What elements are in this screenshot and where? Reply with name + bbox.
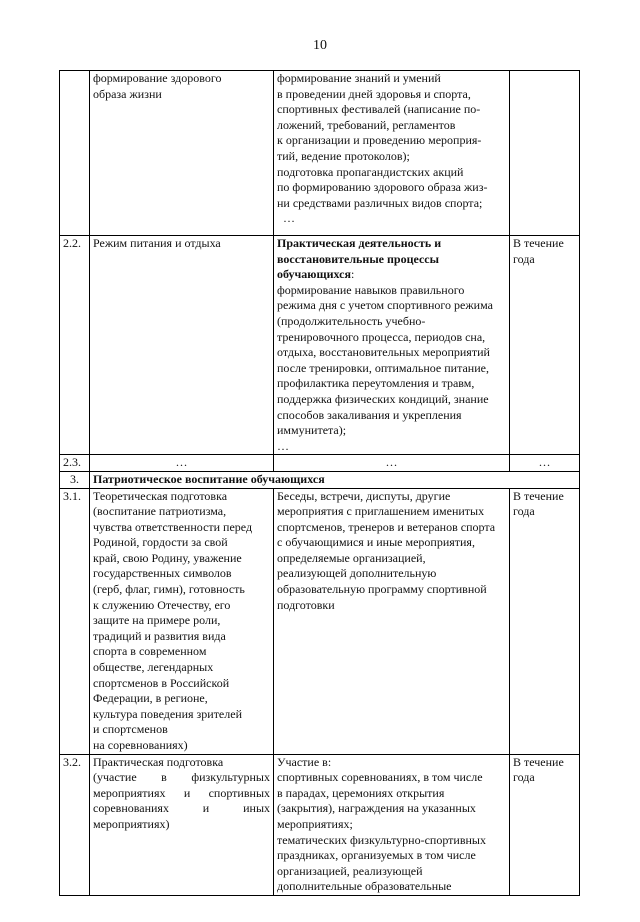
row-number — [60, 71, 90, 236]
row-term-cell: … — [510, 455, 580, 472]
table-row — [60, 236, 580, 455]
text-line: организацией, реализующей — [277, 863, 423, 878]
text-line: мероприятиях и спортивных — [93, 785, 270, 800]
row-name-cell — [90, 236, 274, 455]
row-term-cell — [510, 71, 580, 236]
text-line: соревнованиях и иных — [93, 801, 270, 816]
text-line: тренировочного процесса, периодов сна, — [277, 329, 486, 344]
text-line: на соревнованиях) — [93, 738, 188, 752]
text-line: Режим питания и отдыха — [93, 236, 221, 250]
text-line: Практическая подготовка — [93, 754, 224, 769]
text-line: обществе, легендарных — [93, 660, 214, 675]
text-line: определяемые организацией, — [277, 550, 426, 565]
text-line: в парадах, церемониях открытия — [277, 785, 445, 800]
text-line: к служению Отечеству, его — [93, 597, 231, 612]
text-line: режима дня с учетом спортивного режима — [277, 298, 493, 313]
plan-table — [59, 70, 580, 896]
text-line: формирование знаний и умений — [277, 71, 441, 85]
text-line: праздниках, организуемых в том числе — [277, 848, 476, 863]
text-line: дополнительные образовательные — [277, 879, 452, 894]
bold-heading: Практическая деятельность и — [277, 236, 442, 250]
text-line: и спортсменов — [93, 722, 168, 737]
text-line: (закрытия), награждения на указанных — [277, 801, 476, 816]
text-line: формирование здорового — [93, 71, 222, 85]
text-line: иммунитета); — [277, 423, 347, 438]
text-line: (продолжительность учебно- — [277, 313, 426, 328]
text-line: спорта в современном — [93, 644, 207, 659]
text-line: мероприятиях; — [277, 816, 353, 831]
text-line: ни средствами различных видов спорта; — [277, 195, 483, 210]
text-line: подготовка пропагандистских акций — [277, 164, 464, 179]
text-line: реализующей дополнительную — [277, 566, 437, 581]
text-line: после тренировки, оптимальное питание, — [277, 360, 489, 375]
text-line: Участие в: — [277, 754, 332, 769]
text-line: … — [277, 438, 289, 453]
section-title: Патриотическое воспитание обучающихся — [90, 471, 580, 488]
row-name-cell — [90, 754, 274, 895]
text-line: чувства ответственности перед — [93, 519, 253, 534]
text-line: край, свою Родину, уважение — [93, 550, 242, 565]
row-number: 3.1. — [60, 488, 90, 754]
text-line: в проведении дней здоровья и спорта, — [277, 86, 471, 101]
table-row — [60, 488, 580, 754]
text-line: спортсменов, тренеров и ветеранов спорта — [277, 519, 496, 534]
text-line: к организации и проведению мероприя- — [277, 133, 482, 148]
text-line: защите на примере роли, — [93, 613, 221, 628]
row-number: 2.2. — [60, 236, 90, 455]
row-content-cell — [274, 754, 510, 895]
row-term-cell: В течение года — [510, 754, 580, 895]
text-line: спортивных соревнованиях, в том числе — [277, 770, 483, 785]
text-line: Федерации, в регионе, — [93, 691, 208, 706]
text-line: Родиной, гордости за свой — [93, 535, 228, 550]
bold-heading: обучающихся — [277, 267, 351, 282]
table-row — [60, 754, 580, 895]
text-line: Беседы, встречи, диспуты, другие — [277, 488, 451, 503]
table-row — [60, 71, 580, 236]
page-number: 10 — [313, 38, 327, 53]
text-line: мероприятиях) — [93, 816, 170, 831]
row-name-cell: … — [90, 455, 274, 472]
table-row — [60, 455, 580, 472]
text-line: (воспитание патриотизма, — [93, 504, 227, 519]
row-term-cell: В течение года — [510, 488, 580, 754]
text-line: (участие в физкультурных — [93, 770, 270, 785]
text-line: спортсменов в Российской — [93, 675, 230, 690]
bold-heading: восстановительные процессы — [277, 251, 440, 266]
text-line: тий, ведение протоколов); — [277, 148, 410, 163]
row-content-cell: … — [274, 455, 510, 472]
text-line: образа жизни — [93, 86, 162, 101]
text-line: тематических физкультурно-спортивных — [277, 832, 486, 847]
row-content-cell — [274, 236, 510, 455]
row-name-cell — [90, 71, 274, 236]
row-number: 3.2. — [60, 754, 90, 895]
text-line: по формированию здорового образа жиз- — [277, 180, 488, 195]
colon: : — [351, 267, 355, 282]
row-content-cell — [274, 488, 510, 754]
text-line: (герб, флаг, гимн), готовность — [93, 582, 245, 597]
row-number: 2.3. — [60, 455, 90, 472]
text-line: традиций и развития вида — [93, 628, 226, 643]
text-line: подготовки — [277, 597, 335, 612]
text-line: Теоретическая подготовка — [93, 488, 228, 503]
section-row — [60, 471, 580, 488]
text-line: формирование навыков правильного — [277, 282, 465, 297]
text-line: образовательную программу спортивной — [277, 582, 487, 597]
row-content-cell — [274, 71, 510, 236]
text-line: … — [283, 211, 295, 226]
text-line: поддержка физических кондиций, знание — [277, 391, 489, 406]
text-line: государственных символов — [93, 566, 232, 581]
text-line: профилактика переутомления и травм, — [277, 376, 475, 391]
text-line: способов закаливания и укрепления — [277, 407, 462, 422]
text-line: ложений, требований, регламентов — [277, 117, 456, 132]
text-line: мероприятия с приглашением именитых — [277, 504, 485, 519]
row-term-cell: В течение года — [510, 236, 580, 455]
row-name-cell — [90, 488, 274, 754]
text-line: спортивных фестивалей (написание по- — [277, 102, 481, 117]
section-number: 3. — [60, 471, 90, 488]
text-line: отдыха, восстановительных мероприятий — [277, 345, 490, 360]
text-line: с обучающимися и иные мероприятия, — [277, 535, 475, 550]
text-line: культура поведения зрителей — [93, 706, 242, 721]
